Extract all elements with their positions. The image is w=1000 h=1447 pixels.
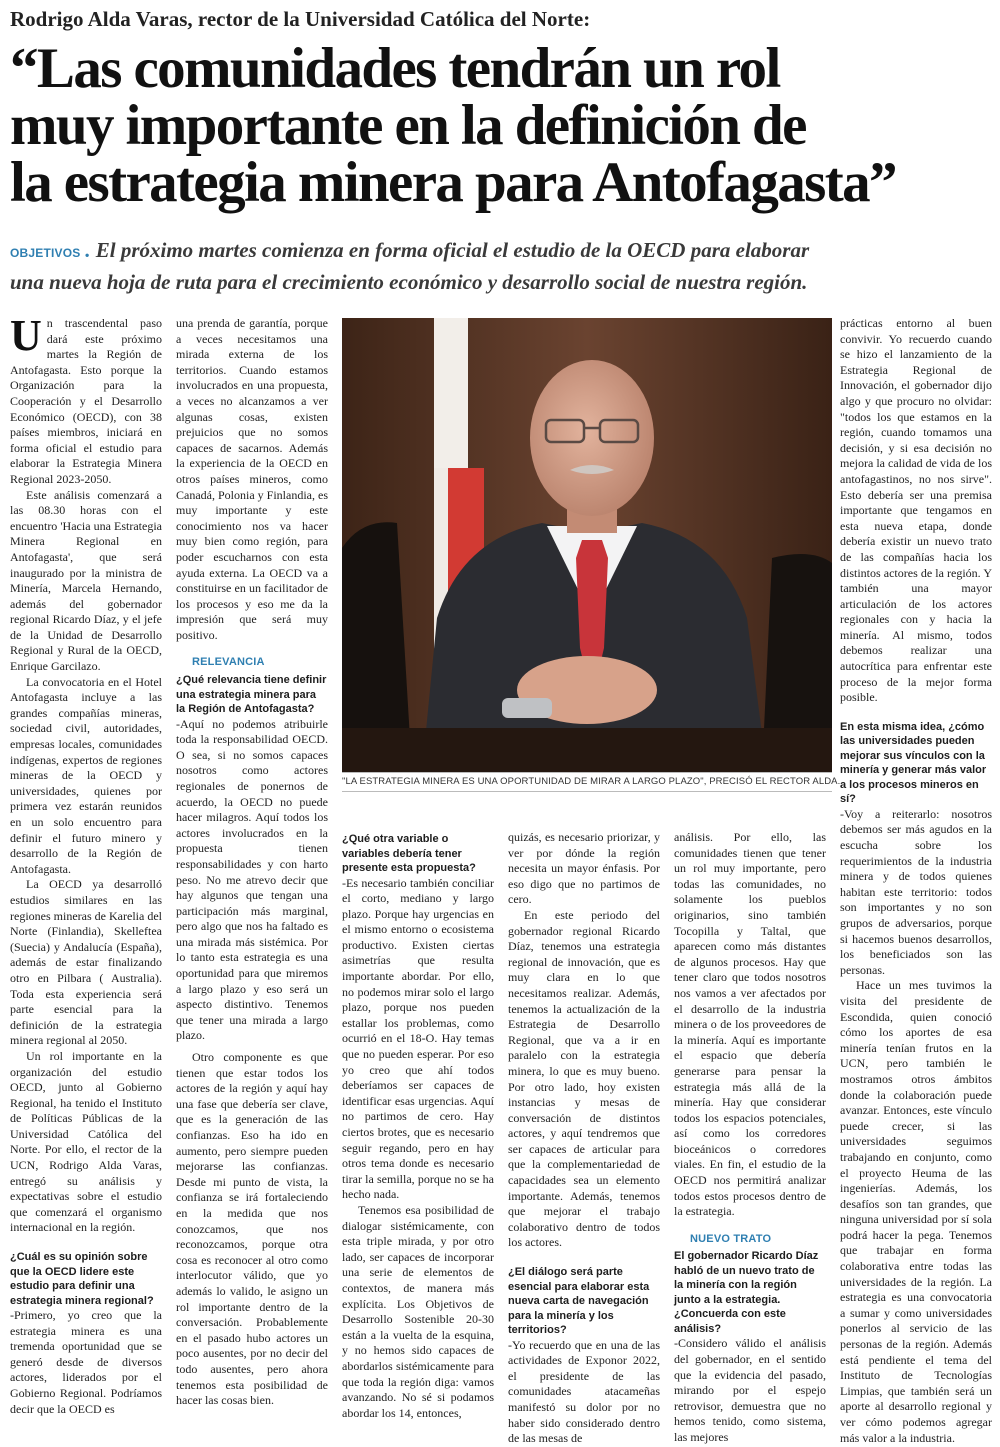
paragraph: Un rol importante en la organización del estudio OECD, junto al Gobierno Regional, ha tenido el Instituto de Políticas Públicas de la Universidad Católica del Norte. Por ello, el rector de la UCN, Rodrigo Alda Varas, entregó su análisis y expectativas sobre el estudio que comenzará el organismo internacional en la región. xyxy=(10,1048,162,1235)
paragraph: La convocatoria en el Hotel Antofagasta incluye a las grandes compañías mineras, sociedad civil, autoridades, empresas locales, comunidades indígenas, expertos de regiones mineras de la OECD y universidades, quienes por primera vez estarán reunidos en un solo encuentro para definir el futuro minero y desarrollo de la Región de Antofagasta. xyxy=(10,674,162,876)
headline xyxy=(10,37,995,214)
headline-line-2: muy importante en la definición de xyxy=(10,94,806,157)
headline-line-1: “Las comunidades tendrán un rol xyxy=(10,37,780,100)
paragraph: Un trascendental paso dará este próximo martes la Región de Antofagasta. Esto porque la Organización para la Cooperación y el Desarrollo Económico (OECD), con 38 países miembros, iniciará en forma oficial el estudio para elaborar la Estrategia Minera Regional 2023-2050. xyxy=(10,311,162,486)
paragraph: Hace un mes tuvimos la visita del presidente de Escondida, quien conoció cómo los aportes de esa minería tenían frutos en la UCN, pero también le mostramos otros ámbitos donde la colaboración puede avanzar. Entonces, este vínculo puede crecer, si las universidades seguimos trabajando en conjunto, como el proyecto Heuma de las ingenierías. Además, los desafíos son tan grandes, que ninguna universidad por sí sola podrá hacer la pega. Tenemos que trabajar en forma colaborativa entre todas las universidades de la región. La estrategia es una convocatoria a sumar y como universidades ponerlos al servicio de las personas de la región. Además está pendiente el tema del Instituto de Tecnologías Limpias, que también será un aporte al desarrollo regional y ver cómo podemos agregar más valor a la industria. xyxy=(840,978,992,1445)
paragraph: una prenda de garantía, porque a veces necesitamos una mirada externa de los territorios. Cuando estamos involucrados en una propuesta, a veces no alcanzamos a ver algunas cosas, existen prejuicios que no somos capaces de sacarnos. Además la experiencia de la OECD en otros países mineros, como Canadá, Polonia y Finlandia, es muy importante y este conocimiento nos va hacer muy bien como región, para poder escucharnos con esta ayuda externa. La OECD va a constituirse en un facilitador de los procesos y eso me da la impresión que será muy positivo. xyxy=(176,316,328,642)
interview-question: ¿El diálogo será parte esencial para elaborar esta nueva carta de navegación para la minería y los territorios? xyxy=(508,1266,650,1337)
drop-cap: U xyxy=(10,311,42,360)
interview-answer: -Aquí no podemos atribuirle toda la responsabilidad OECD. O sea, si no somos capaces nosotros como actores regionales de ponernos de acuerdo, la OECD no puede hacer milagros. Aquí todos los actores involucrados en la propuesta tienen responsabilidades y con harto peso. No me atrevo decir que hay algunos que tengan una participación más marginal, pero algo que nos ha faltado es una mirada más sistémica. Por lo tanto esta estrategia es una oportunidad para que miremos a largo plazo y eso será un aspecto distintivo. Tenemos que tener una mirada a largo plazo. xyxy=(176,716,328,1043)
interview-answer: -Voy a reiterarlo: nosotros debemos ser más agudos en la escucha sobre los requerimientos de la industria minera y de todos quienes habitan este territorio: todos son importantes y no son grupos de adversarios, porque si hacemos buenos desarrollos, los beneficiados son las personas. xyxy=(840,806,992,977)
interview-question: En esta misma idea, ¿cómo las universidades pueden mejorar sus vínculos con la minería y generar más valor a los procesos mineros en sí? xyxy=(840,720,987,806)
paragraph: En este periodo del gobernador regional Ricardo Díaz, tenemos una estrategia regional de innovación, que es muy clara en lo que necesitamos realizar. Además, tenemos la actualización de la Estrategia de Desarrollo Regional, que va a ir en paralelo con la estrategia minera, lo que es muy bueno. Por otro lado, hoy existen instancias y mesas de conversación de distintos actores, y aquí tendremos que ser capaces de articular para que la complementariedad de capacidades sea un elemento importante. Además, tenemos que mejorar el trabajo colaborativo dentro de todos los actores. xyxy=(508,907,660,1250)
portrait-photo xyxy=(342,318,832,772)
interview-question: ¿Cuál es su opinión sobre que la OECD lidere este estudio para definir una estrategia minera regional? xyxy=(10,1251,154,1307)
lead-line-2: una nueva hoja de ruta para el crecimiento económico y desarrollo social de nuestra región. xyxy=(10,270,808,294)
lead-paragraph xyxy=(10,236,990,297)
interview-answer: -Considero válido el análisis del gobernador, en el sentido que la evidencia del pasado, mirando por el espejo retrovisor, demuestra que no hemos tenido, como sistema, las mejores xyxy=(674,1336,826,1444)
paragraph: análisis. Por ello, las comunidades tienen que tener un rol muy importante, pero todas las comunidades, no solamente los pueblos originarios, sino también Tocopilla y Taltal, que aparecen como más distantes de algunos procesos. Hay que tener claro que todos nosotros nos vamos a ver afectados por el desarrollo de la industria minera o de los proveedores de la minería. Aquí es importante el espacio que debería generarse para pensar la estrategia más allá de la minería. Hay que considerar todos los espacios potenciales, así como los corredores bioceánicos o corredores viales. En fin, el estudio de la OECD nos permitirá analizar todos estos procesos dentro de la estrategia. xyxy=(674,830,826,1219)
paragraph: Otro componente es que tienen que estar todos los actores de la región y aquí hay una fase que debería ser clave, que es la generación de las confianzas. Eso ha ido en aumento, pero siempre pueden mejorarse las confianzas. Desde mi punto de vista, la confianza se irá fortaleciendo en la medida que nos conozcamos, que nos reconozcamos, porque otra cosa es reconocer al otro como interlocutor válido, que yo además lo valido, le asigno un rol importante dentro de la conversación. Probablemente en el pasado hubo actores un poco ausentes, por no decir del todo ausentes, pero ahora tenemos esta posibilidad de hacer las cosas bien. xyxy=(176,1050,328,1408)
interview-answer: -Yo recuerdo que en una de las actividades de Exponor 2022, el presidente de las comunidades atacameñas manifestó su dolor por no haber sido considerado dentro de las mesas de xyxy=(508,1337,660,1446)
paragraph: quizás, es necesario priorizar, y ver por dónde la región necesita un mayor énfasis. Por eso digo que no partimos de cero. xyxy=(508,830,660,907)
article-column-6 xyxy=(840,316,992,1445)
portrait-illustration xyxy=(342,318,832,772)
article-column-3 xyxy=(342,830,494,1420)
paragraph: prácticas entorno al buen convivir. Yo recuerdo cuando se hizo el lanzamiento de la Estrategia Regional de Innovación, el gobernador dijo algo y que procuro no olvidar: "todos los que estamos en la región, cuando tomamos una decisión, y si esa decisión no mejora la calidad de vida de los antofagastinos, no nos sirve". Esto debería ser una premisa importante que tengamos en esta nueva etapa, donde debería existir un nuevo trato de las compañías hacia los distintos actores de la región. Y también una mayor articulación de los actores regionales con y hacia la minería. Al mismo, todos debemos realizar una autocrítica para enfrentar este proceso de la mejor forma posible. xyxy=(840,316,992,705)
headline-line-3: la estrategia minera para Antofagasta” xyxy=(10,151,896,214)
lead-dot: . xyxy=(84,238,90,262)
article-column-1 xyxy=(10,311,162,1416)
photo-caption: "LA ESTRATEGIA MINERA ES UNA OPORTUNIDAD DE MIRAR A LARGO PLAZO", PRECISÓ EL RECTOR ALDA. xyxy=(342,776,832,792)
paragraph: Tenemos esa posibilidad de dialogar sistémicamente, con esta triple mirada, y por otro lado, ser capaces de incorporar una serie de elementos de contextos, de manera más explícita. Los Objetivos de Desarrollo Sostenible 20-30 están a la vuelta de la esquina, y no hemos sido capaces de abordarlos sistémicamente para que toda la región diga: vamos avanzando. No sé si podamos abordar los 14, entonces, xyxy=(342,1202,494,1420)
lead-tag: OBJETIVOS xyxy=(10,246,81,260)
lead-line-1 xyxy=(10,236,990,268)
paragraph: La OECD ya desarrolló estudios similares en las regiones mineras de Karelia del Norte (Finlandia), Skelleftea (Suecia) y Andalucía (España), además de estar finalizando otro en Pilbara ( Australia). Toda esta experiencia será parte esencial para la definición de la estrategia minera regional al 2050. xyxy=(10,877,162,1048)
caption-rule xyxy=(342,772,832,773)
article-column-5 xyxy=(674,830,826,1444)
interview-question: ¿Qué otra variable o variables debería tener presente esta propuesta? xyxy=(342,833,476,874)
section-label: RELEVANCIA xyxy=(192,656,265,669)
lead-text-1: El próximo martes comienza en forma oficial el estudio de la OECD para elaborar xyxy=(95,238,810,262)
article-column-4 xyxy=(508,830,660,1446)
paragraph: Este análisis comenzará a las 08.30 horas con el encuentro 'Hacia una Estrategia Minera Regional en Antofagasta', que será inaugurado por la ministra de Minería, Marcela Hernando, además del gobernador regional Ricardo Díaz, y el jefe de la Unidad de Desarrollo Regional y Rural de la OECD, Enrique Garcilazo. xyxy=(10,487,162,674)
interview-answer: -Es necesario también conciliar el corto, mediano y largo plazo. Porque hay urgencias en el mismo entorno o ecosistema productivo. Existen ciertas asimetrías que resulta importante abordar. Por ello, no podemos mirar solo el largo plazo, porque nos pueden estallar los problemas, como ocurrió en el 18-O. Hay temas que no pueden esperar. Por eso yo creo que ahí todos deberíamos ser capaces de identificar esas urgencias. Aquí no partimos de cero. Hay ciertos brotes, que es necesario seguir regando, pero en hay otros tema donde es necesario tirar la semilla, porque no se ha hecho nada. xyxy=(342,875,494,1202)
article-column-2 xyxy=(176,316,328,1408)
section-label: NUEVO TRATO xyxy=(690,1232,772,1245)
interview-question: ¿Qué relevancia tiene definir una estrategia minera para la Región de Antofagasta? xyxy=(176,674,327,716)
interview-answer: -Primero, yo creo que la estrategia minera es una tremenda oportunidad que se generó desde de diversos actores, liderados por el Gobierno Regional. Podríamos decir que la OECD es xyxy=(10,1308,162,1416)
interview-question: El gobernador Ricardo Díaz habló de un nuevo trato de la minería con la región junto a la estrategia. ¿Concuerda con este análisis? xyxy=(674,1250,819,1335)
kicker: Rodrigo Alda Varas, rector de la Universidad Católica del Norte: xyxy=(10,7,591,31)
